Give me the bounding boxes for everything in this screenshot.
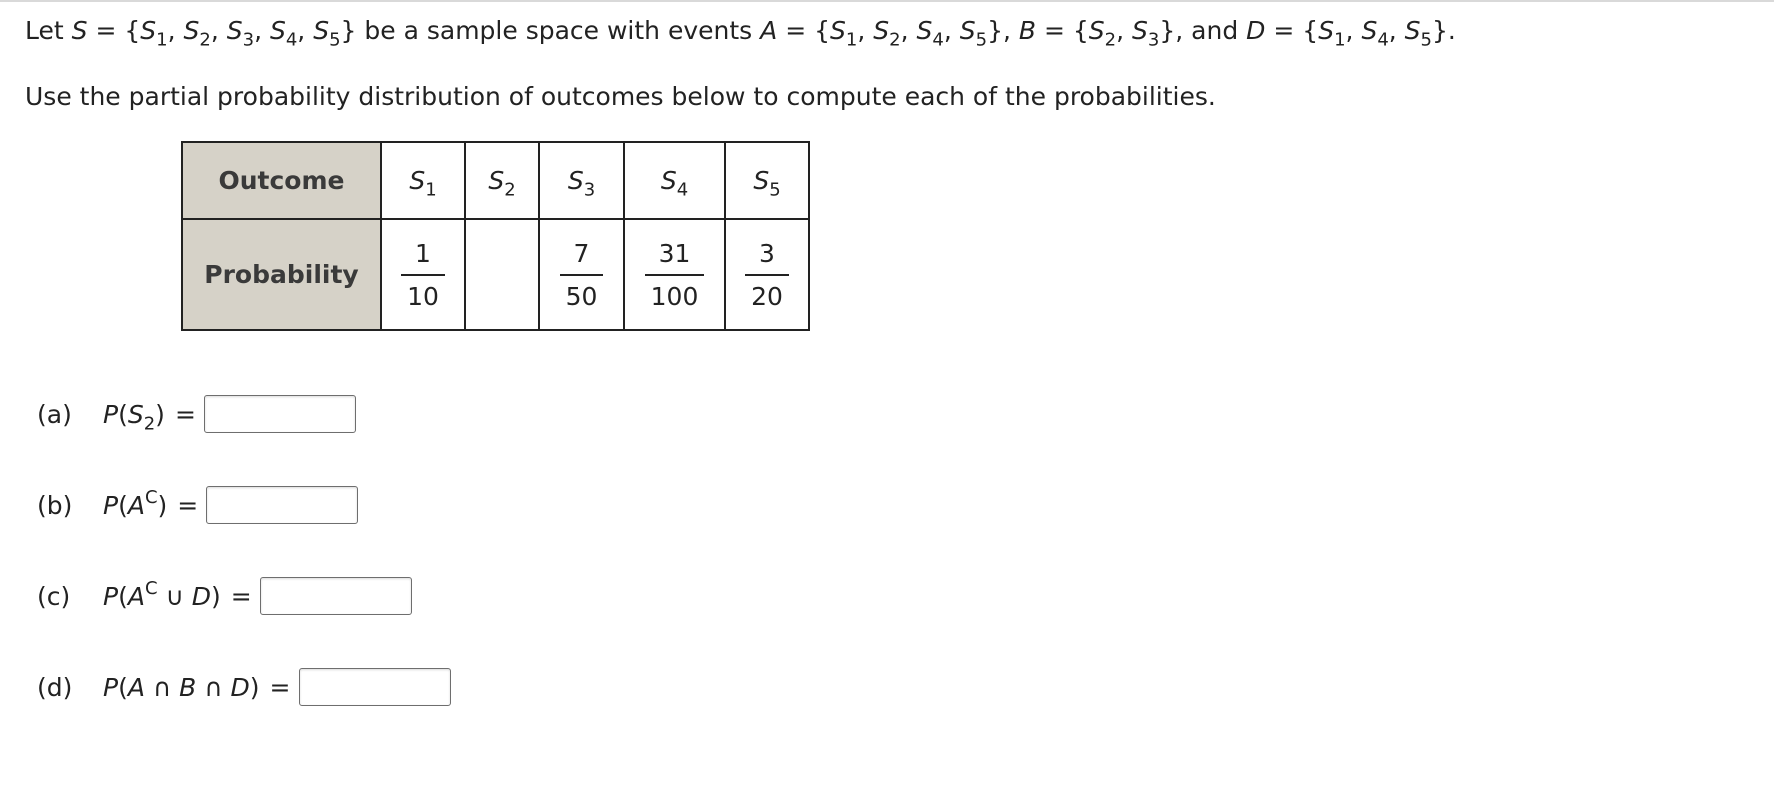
numerator: 7 [573, 238, 590, 268]
probability-cell-1 [381, 219, 465, 330]
text-let: Let [25, 16, 64, 45]
answer-input-b[interactable] [206, 486, 358, 524]
instruction-text: Use the partial probability distribution of outcomes below to compute each of the probabilities. [25, 82, 1216, 111]
denominator: 20 [751, 281, 783, 311]
denominator: 10 [407, 281, 439, 311]
probability-cell-5 [725, 219, 809, 330]
question-d [37, 666, 451, 708]
expression-p-a-intersect-b-intersect-d: P(A ∩ B ∩ D) [103, 672, 260, 702]
equals-sign: = [174, 399, 196, 429]
numerator: 31 [658, 238, 691, 268]
outcome-cell-4 [624, 142, 725, 219]
question-label: (a) [37, 399, 72, 429]
answer-input-c[interactable] [260, 577, 412, 615]
expression-p-s2: $P(S_2)$ [103, 399, 165, 434]
outcome-subscript: 4 [676, 179, 689, 201]
question-c [37, 575, 412, 617]
outcome-subscript: 5 [769, 179, 781, 201]
equals-sign: = [95, 16, 117, 45]
fraction [645, 238, 705, 311]
symbol-A: A [760, 16, 778, 45]
fraction [745, 238, 789, 311]
question-a [37, 393, 356, 435]
equals-sign: = [177, 490, 199, 520]
problem-statement: Let $S = \{S_1$, $S_2$, $S_3$, $S_4$, $S_5$} be a sample space with events $A = \{S_1$, $S_2$, $S_4$, $S_5$}, $B = \{S_2$, $S_3$}, and $D = \{S_1$, $S_4$, $S_5$}. [25, 16, 1456, 51]
sub-1: 1 [156, 29, 168, 51]
symbol-B: B [1018, 16, 1037, 45]
equals-sign-b: = [1043, 16, 1065, 45]
outcome-symbol: S [567, 166, 584, 195]
denominator: 100 [650, 281, 699, 311]
outcome-symbol: S [409, 166, 426, 195]
expression-p-a-complement: $P(A^C)$ [103, 486, 168, 520]
outcome-cell-5 [725, 142, 809, 219]
sub-5: 5 [329, 29, 341, 51]
probability-distribution-table [181, 141, 810, 331]
outcome-row [182, 142, 809, 219]
outcome-cell-3 [539, 142, 624, 219]
outcome-cell-1 [381, 142, 465, 219]
question-b [37, 484, 358, 526]
answer-input-d[interactable] [299, 668, 451, 706]
equals-sign: = [269, 672, 291, 702]
probability-cell-3 [539, 219, 624, 330]
denominator: 50 [565, 281, 598, 311]
outcome-subscript: 3 [583, 179, 596, 201]
outcome-symbol: S [753, 166, 770, 195]
symbol-S: S [71, 16, 88, 45]
sub-2: 2 [199, 29, 211, 51]
outcome-subscript: 2 [504, 179, 516, 201]
numerator: 1 [415, 238, 431, 268]
numerator: 3 [759, 238, 775, 268]
outcome-subscript: 1 [425, 179, 437, 201]
fraction [560, 238, 604, 311]
outcome-header: Outcome [182, 142, 381, 219]
question-label: (b) [37, 490, 73, 520]
probability-cell-2-empty [465, 219, 539, 330]
probability-row [182, 219, 809, 330]
outcome-cell-2 [465, 142, 539, 219]
probability-header: Probability [182, 219, 381, 330]
question-label: (d) [37, 672, 73, 702]
symbol-D: D [1246, 16, 1266, 45]
equals-sign: = [230, 581, 252, 611]
top-divider [0, 0, 1774, 2]
probability-cell-4 [624, 219, 725, 330]
answer-input-a[interactable] [204, 395, 356, 433]
fraction [401, 238, 445, 311]
sub-3: 3 [242, 29, 255, 51]
equals-sign-d: = [1273, 16, 1295, 45]
expression-p-a-complement-union-d: $P(A^C$ ∪ D) [103, 577, 221, 611]
equals-sign-a: = [785, 16, 807, 45]
text-sample-space: be a sample space with events [364, 16, 753, 45]
outcome-symbol: S [488, 166, 505, 195]
question-label: (c) [37, 581, 71, 611]
outcome-symbol: S [660, 166, 677, 195]
sub-4: 4 [285, 29, 298, 51]
text-and: and [1191, 16, 1239, 45]
